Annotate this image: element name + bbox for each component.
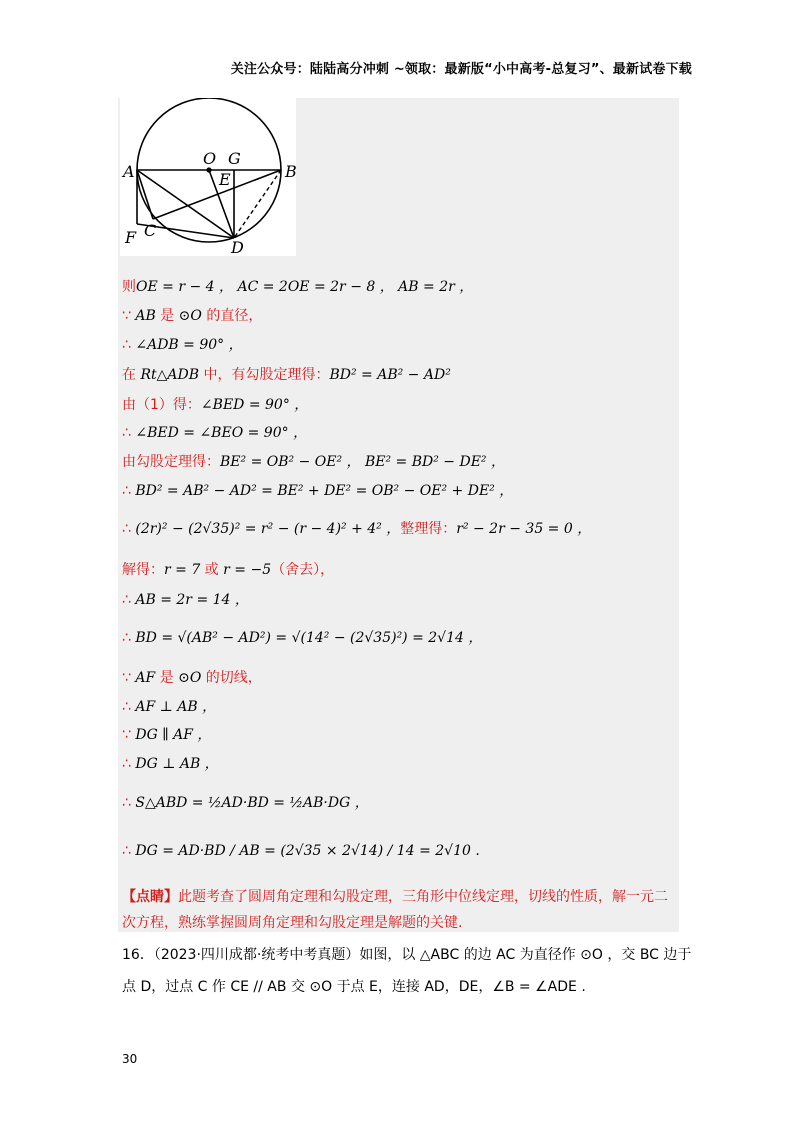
dianjing-note: 【点睛】此题考查了圆周角定理和勾股定理，三角形中位线定理，切线的性质，解一元二 — [122, 889, 668, 905]
solution-line: ∴ DG ⊥ AB ， — [122, 756, 219, 772]
solution-line: ∴ AF ⊥ AB ， — [122, 699, 217, 715]
circle-diagram — [120, 98, 296, 256]
label-B: B — [285, 162, 296, 181]
label-G: G — [228, 149, 241, 168]
solution-line: 在 Rt△ADB 中，有勾股定理得：BD² = AB² − AD² — [122, 367, 451, 383]
solution-line: ∵ DG ∥ AF ， — [122, 727, 212, 743]
solution-line: 由（1）得：∠BED = 90° ， — [122, 397, 309, 413]
solution-line: 则OE = r − 4 ， AC = 2OE = 2r − 8 ， AB = 2r ， — [122, 279, 474, 295]
geometry-figure — [120, 98, 296, 256]
label-F: F — [125, 228, 137, 247]
label-E: E — [219, 170, 231, 189]
solution-line: 由勾股定理得：BE² = OB² − OE² ， BE² = BD² − DE² ， — [122, 454, 505, 470]
page-number: 30 — [122, 1052, 138, 1066]
solution-line: ∴ BD = √(AB² − AD²) = √(14² − (2√35)²) = 2√14 ， — [122, 630, 483, 646]
label-D: D — [231, 238, 244, 256]
page-header: 关注公众号：陆陆高分冲刺 ~领取：最新版“小中高考-总复习”、最新试卷下载 — [230, 62, 692, 77]
solution-line: ∴ AB = 2r = 14 ， — [122, 592, 249, 608]
solution-line: ∴ DG = AD·BD / AB = (2√35 × 2√14) / 14 = 2√10 . — [122, 843, 480, 859]
label-C: C — [144, 221, 157, 240]
label-A: A — [123, 162, 135, 181]
solution-line: ∴ ∠ADB = 90° ， — [122, 337, 243, 353]
solution-line: 解得：r = 7 或 r = −5（舍去）， — [122, 562, 335, 578]
question-16-line2: 点 D，过点 C 作 CE // AB 交 ⊙O 于点 E，连接 AD，DE，∠B = ∠ADE . — [122, 979, 586, 995]
solution-line: ∴ ∠BED = ∠BEO = 90° ， — [122, 425, 308, 441]
solution-line: ∴ (2r)² − (2√35)² = r² − (r − 4)² + 4² ，整理得：r² − 2r − 35 = 0 ， — [122, 521, 592, 537]
solution-line: ∴ BD² = AB² − AD² = BE² + DE² = OB² − OE² + DE² ， — [122, 483, 514, 499]
solution-line: ∵ AF 是 ⊙O 的切线， — [122, 670, 262, 686]
dianjing-note-cont: 次方程，熟练掌握圆周角定理和勾股定理是解题的关键. — [122, 915, 463, 931]
question-16-line1: 16．（2023·四川成都·统考中考真题）如图，以 △ABC 的边 AC 为直径作 ⊙O ，交 BC 边于 — [122, 947, 692, 963]
solution-line: ∴ S△ABD = ½AD·BD = ½AB·DG ， — [122, 795, 369, 811]
label-O: O — [203, 149, 217, 168]
solution-line: ∵ AB 是 ⊙O 的直径， — [122, 308, 263, 324]
